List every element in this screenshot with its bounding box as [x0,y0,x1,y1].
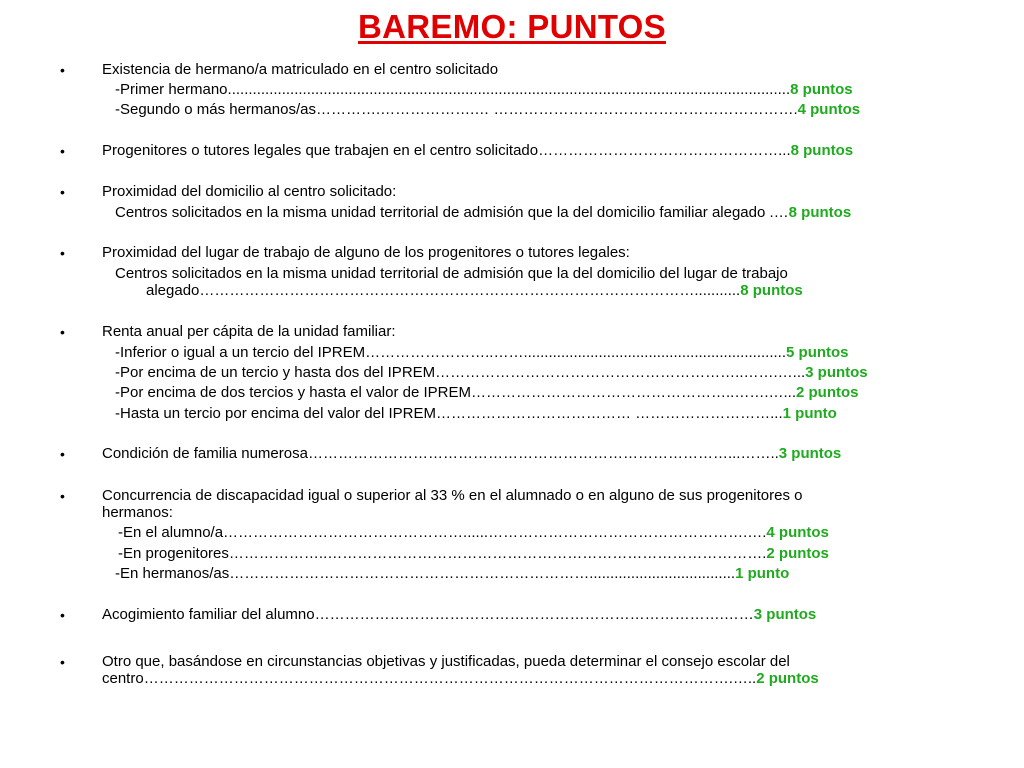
points-value: 8 puntos [790,81,853,98]
points-value: 3 puntos [805,364,868,381]
criterion-large-family: Condición de familia numerosa…………………………………………………………………………...……..3 puntos [102,445,842,462]
bullet-marker: • [60,62,65,78]
criterion-other-cont: centro……………………………………………………………………………………………………….…..2 puntos [102,670,819,687]
criterion-income: Renta anual per cápita de la unidad familiar: [102,323,396,340]
bullet-marker: • [60,654,65,670]
bullet-marker: • [60,324,65,340]
bullet-marker: • [60,607,65,623]
points-value: 8 puntos [740,282,803,299]
points-value: 4 puntos [797,101,861,118]
points-value: 2 puntos [796,384,859,401]
criterion-home-proximity: Proximidad del domicilio al centro solicitado: [102,183,397,200]
criterion-siblings: Existencia de hermano/a matriculado en el centro solicitado [102,61,499,78]
sub-item-home-zone: Centros solicitados en la misma unidad territorial de admisión que la del domicilio familiar alegado .…8 puntos [115,204,852,221]
sub-item-work-zone-cont: alegado………………………………………………………………………………………...........8 puntos [146,282,803,299]
criterion-other: Otro que, basándose en circunstancias objetivas y justificadas, pueda determinar el consejo escolar del [102,653,790,670]
points-value: 1 punto [735,565,790,582]
sub-item-work-zone: Centros solicitados en la misma unidad territorial de admisión que la del domicilio del lugar de trabajo [115,265,788,282]
sub-item-disability-parents: -En progenitores………………..…………………………………………………………………………….2 puntos [118,545,829,562]
bullet-marker: • [60,488,65,504]
criterion-work-proximity: Proximidad del lugar de trabajo de alguno de los progenitores o tutores legales: [102,244,630,261]
criterion-parents-work-at-school: Progenitores o tutores legales que trabajen en el centro solicitado…………………………………………...8 puntos [102,142,854,159]
criterion-disability: Concurrencia de discapacidad igual o superior al 33 % en el alumnado o en alguno de sus progenitores o [102,487,803,504]
sub-item-income-3: -Por encima de dos tercios y hasta el valor de IPREM……………………………………………..…….…...2 puntos [115,384,859,401]
points-value: 8 puntos [788,204,852,221]
points-value: 8 puntos [790,142,854,159]
points-value: 1 punto [782,405,837,422]
points-value: 4 puntos [766,524,829,541]
sub-item-disability-student: -En el alumno/a…………………………………………......…………………………………………….….4 puntos [118,524,829,541]
sub-item-first-sibling: -Primer hermano.......................................................................................................................................8 puntos [115,81,853,98]
sub-item-disability-siblings: -En hermanos/as………………………………………………………………...................................1 punto [115,565,790,582]
bullet-marker: • [60,446,65,462]
points-value: 3 puntos [778,445,842,462]
sub-item-second-sibling: -Segundo o más hermanos/as………….……………….… …………………………………………………….4 puntos [115,101,861,118]
criterion-disability-cont: hermanos: [102,504,173,521]
sub-item-income-1: -Inferior o igual a un tercio del IPREM……………………..……...............................................................5 puntos [115,344,849,361]
sub-item-income-2: -Por encima de un tercio y hasta dos del IPREM……………………………………………………..…….…...3 puntos [115,364,868,381]
bullet-marker: • [60,143,65,159]
points-value: 2 puntos [756,670,819,687]
bullet-marker: • [60,245,65,261]
criterion-foster-care: Acogimiento familiar del alumno……………………………………………………………………….……3 puntos [102,606,817,623]
bullet-marker: • [60,184,65,200]
points-value: 3 puntos [753,606,817,623]
points-value: 2 puntos [766,545,829,562]
sub-item-income-4: -Hasta un tercio por encima del valor del IPREM………………………………… ………………………...1 punto [115,405,837,422]
points-value: 5 puntos [786,344,849,361]
page-title: BAREMO: PUNTOS [358,8,666,45]
